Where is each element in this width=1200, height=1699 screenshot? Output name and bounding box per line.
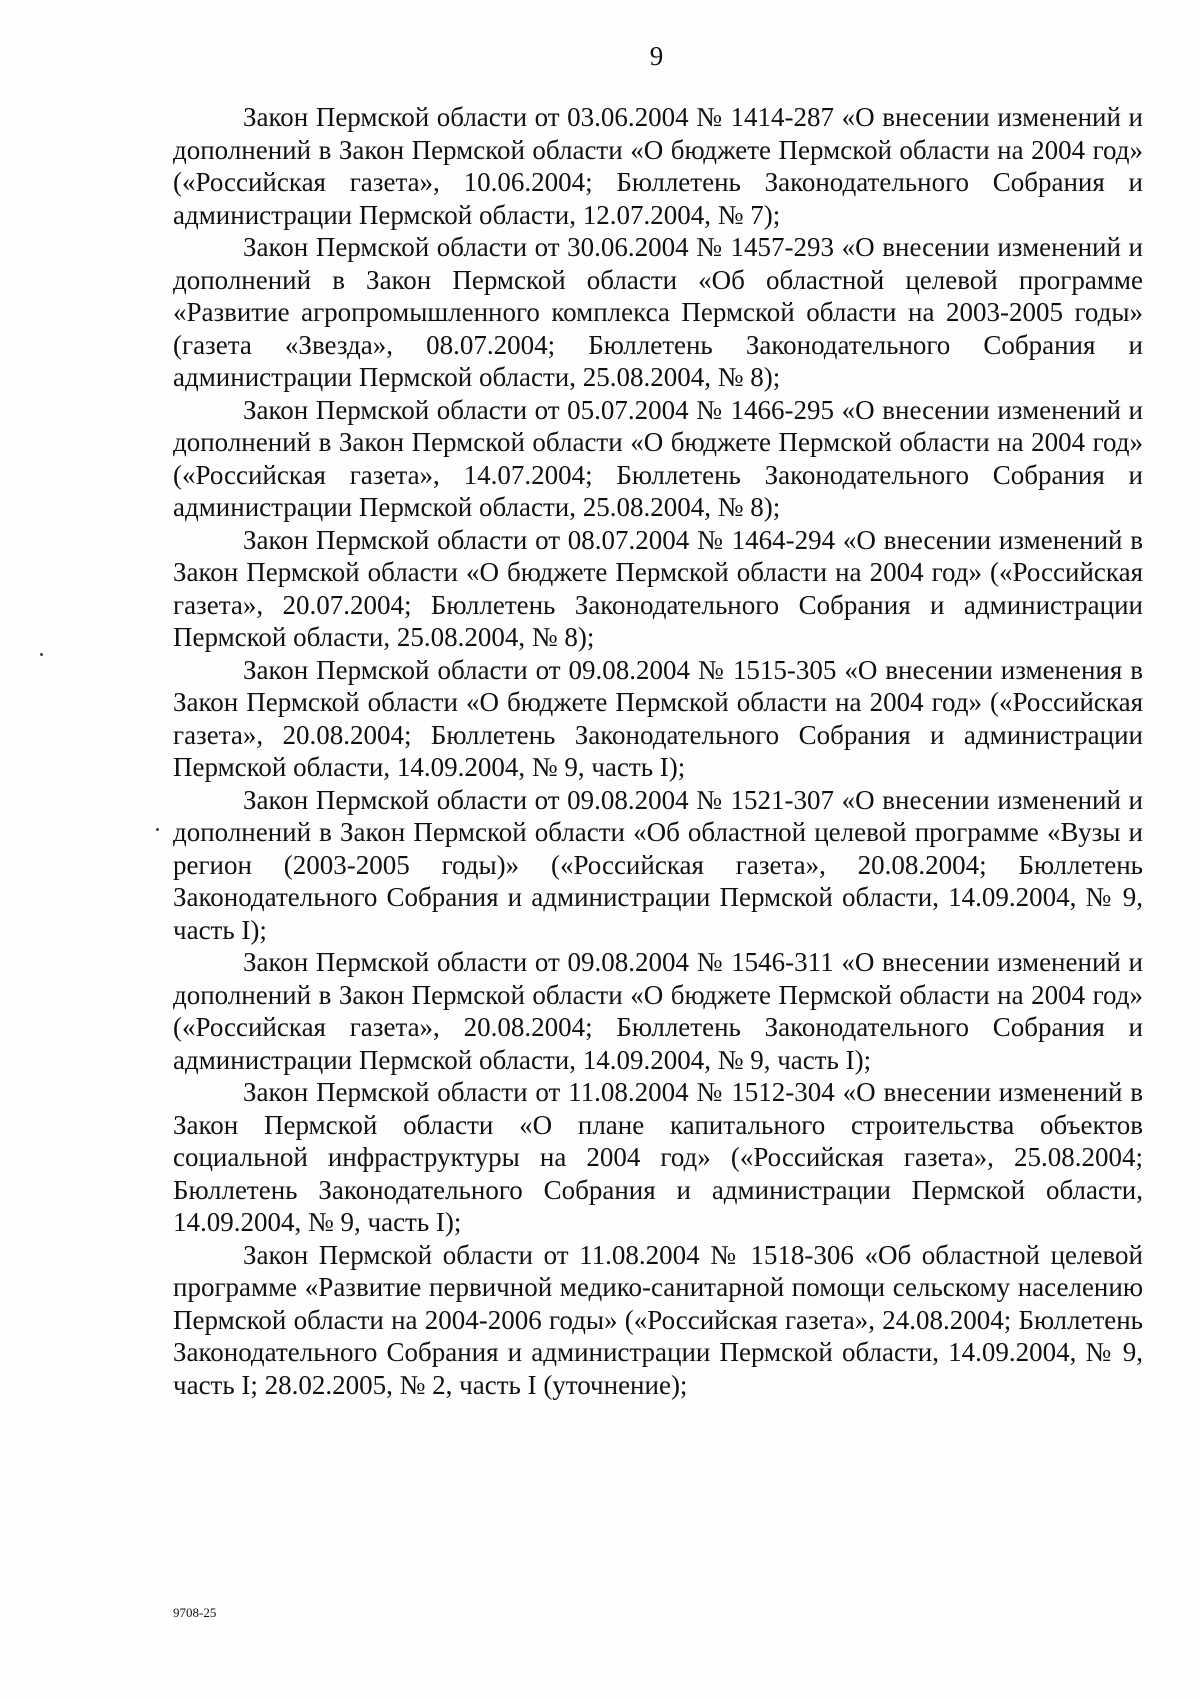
- document-body: [173, 101, 1143, 1401]
- law-entry-2: Закон Пермской области от 30.06.2004 № 1457-293 «О внесении изменений и дополнений в Закон Пермской области «Об областной целевой программе «Развитие агропромышленного комплекса Пермской области на 2003-2005 годы» (газета «Звезда», 08.07.2004; Бюллетень Законодательного Собрания и администрации Пермской области, 25.08.2004, № 8);: [173, 232, 1143, 392]
- scan-speck: [40, 653, 43, 656]
- law-entry-4: Закон Пермской области от 08.07.2004 № 1464-294 «О внесении изменений в Закон Пермской области «О бюджете Пермской области на 2004 год» («Российская газета», 20.07.2004; Бюллетень Законодательного Собрания и администрации Пермской области, 25.08.2004, № 8);: [173, 524, 1143, 652]
- law-entry-5: Закон Пермской области от 09.08.2004 № 1515-305 «О внесении изменения в Закон Пермской области «О бюджете Пермской области на 2004 год» («Российская газета», 20.08.2004; Бюллетень Законодательного Собрания и администрации Пермской области, 14.09.2004, № 9, часть I);: [173, 654, 1143, 782]
- law-entry-7: Закон Пермской области от 09.08.2004 № 1546-311 «О внесении изменений и дополнений в Закон Пермской области «О бюджете Пермской области на 2004 год» («Российская газета», 20.08.2004; Бюллетень Законодательного Собрания и администрации Пермской области, 14.09.2004, № 9, часть I);: [173, 947, 1143, 1075]
- law-entry-1: Закон Пермской области от 03.06.2004 № 1414-287 «О внесении изменений и дополнений в Закон Пермской области «О бюджете Пермской области на 2004 год» («Российская газета», 10.06.2004; Бюллетень Законодательного Собрания и администрации Пермской области, 12.07.2004, № 7);: [173, 102, 1143, 230]
- scan-speck: [156, 828, 159, 831]
- law-entry-9: Закон Пермской области от 11.08.2004 № 1518-306 «Об областной целевой программе «Развитие первичной медико-санитарной помощи сельскому населению Пермской области на 2004-2006 годы» («Российская газета», 24.08.2004; Бюллетень Законодательного Собрания и администрации Пермской области, 14.09.2004, № 9, часть I; 28.02.2005, № 2, часть I (уточнение);: [173, 1239, 1143, 1400]
- page-number: 9: [649, 41, 664, 71]
- law-entry-8: Закон Пермской области от 11.08.2004 № 1512-304 «О внесении изменений в Закон Пермской области «О плане капитального строительства объектов социальной инфраструктуры на 2004 год» («Российская газета», 25.08.2004; Бюллетень Законодательного Собрания и администрации Пермской области, 14.09.2004, № 9, часть I);: [173, 1077, 1143, 1237]
- law-entry-6: Закон Пермской области от 09.08.2004 № 1521-307 «О внесении изменений и дополнений в Закон Пермской области «Об областной целевой программе «Вузы и регион (2003-2005 годы)» («Российская газета», 20.08.2004; Бюллетень Законодательного Собрания и администрации Пермской области, 14.09.2004, № 9, часть I);: [173, 784, 1143, 945]
- document-code: 9708-25: [173, 1605, 217, 1620]
- law-entry-3: Закон Пермской области от 05.07.2004 № 1466-295 «О внесении изменений и дополнений в Закон Пермской области «О бюджете Пермской области на 2004 год» («Российская газета», 14.07.2004; Бюллетень Законодательного Собрания и администрации Пермской области, 25.08.2004, № 8);: [173, 394, 1143, 522]
